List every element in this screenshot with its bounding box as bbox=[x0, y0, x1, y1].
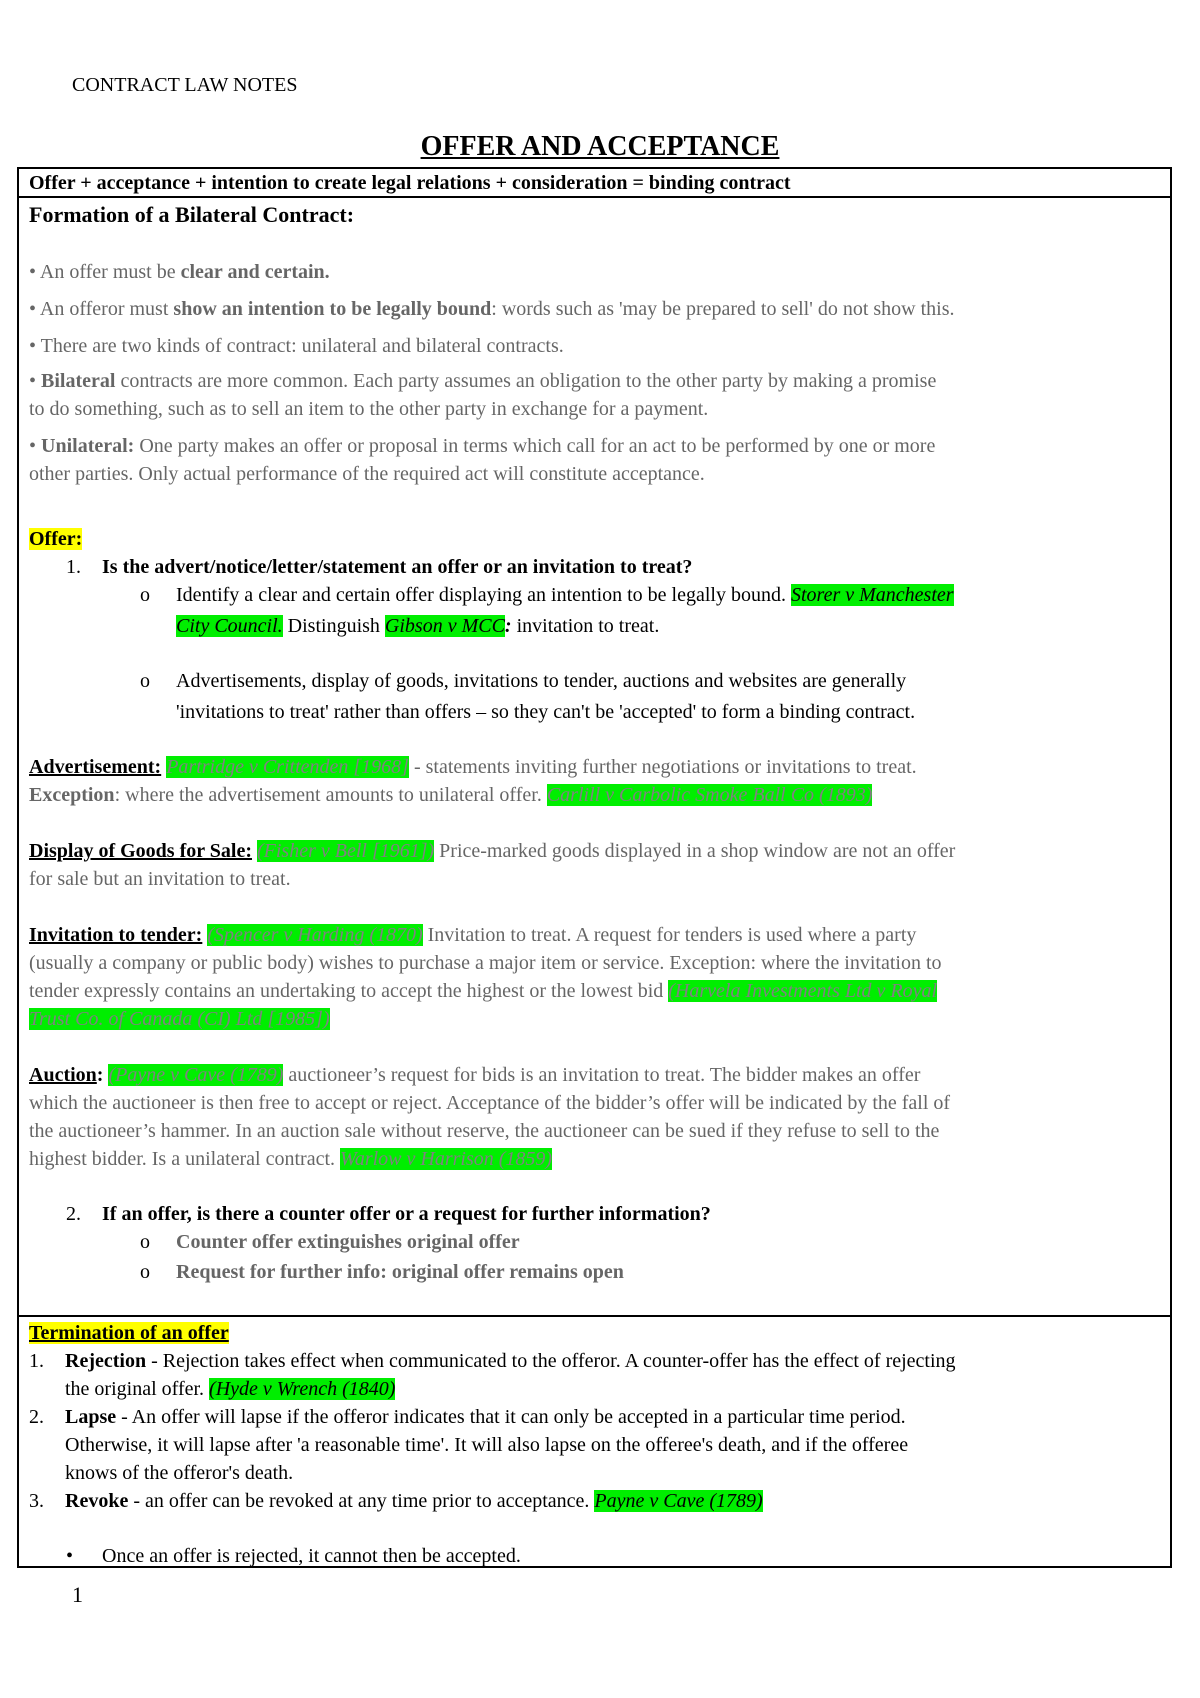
offer-sub-1-cont: City Council. Distinguish Gibson v MCC: invitation to treat. bbox=[176, 615, 660, 637]
offer-sub-2-cont: 'invitations to treat' rather than offers – so they can't be 'accepted' to form a binding contract. bbox=[176, 701, 916, 723]
formation-bullet-4: • Bilateral contracts are more common. Each party assumes an obligation to the other party by making a promise bbox=[29, 370, 937, 392]
auction-cont: the auctioneer’s hammer. In an auction sale without reserve, the auctioneer can be sued if they refuse to sell to the bbox=[29, 1120, 940, 1142]
q2-sub-1: o Counter offer extinguishes original offer bbox=[140, 1231, 520, 1253]
table-row-divider bbox=[17, 196, 1172, 198]
invitation-to-tender-case: Trust Co. of Canada (CI) Ltd [1985]) bbox=[29, 1008, 330, 1030]
formation-bullet-4-cont: to do something, such as to sell an item to the other party in exchange for a payment. bbox=[29, 398, 709, 420]
table-row-divider bbox=[17, 1315, 1172, 1317]
auction-cont: which the auctioneer is then free to accept or reject. Acceptance of the bidder’s offer will be indicated by the fall of bbox=[29, 1092, 951, 1114]
termination-item-lapse-cont: Otherwise, it will lapse after 'a reasonable time'. It will also lapse on the offeree's death, and if the offeree bbox=[65, 1434, 909, 1456]
formation-bullet-2: • An offeror must show an intention to be legally bound: words such as 'may be prepared to sell' do not show this. bbox=[29, 298, 955, 320]
invitation-to-tender-cont: (usually a company or public body) wishes to purchase a major item or service. Exception: where the invitation to bbox=[29, 952, 942, 974]
advertisement-exception: Exception: where the advertisement amounts to unilateral offer. Carlill v Carbolic Smoke Ball Co (1893) bbox=[29, 784, 873, 806]
display-of-goods-line: Display of Goods for Sale: (Fisher v Bell [1961]) Price-marked goods displayed in a shop window are not an offer bbox=[29, 840, 956, 862]
termination-item-rejection-cont: the original offer. (Hyde v Wrench (1840) bbox=[65, 1378, 396, 1400]
termination-item-lapse-cont: knows of the offeror's death. bbox=[65, 1462, 294, 1484]
contract-equation: Offer + acceptance + intention to create legal relations + consideration = binding contract bbox=[29, 172, 791, 194]
offer-sub-1: o Identify a clear and certain offer displaying an intention to be legally bound. Storer v Manchester bbox=[140, 584, 954, 606]
page-number: 1 bbox=[72, 1582, 83, 1607]
auction-line: Auction: (Payne v Cave (1789) auctioneer’s request for bids is an invitation to treat. The bidder makes an offer bbox=[29, 1064, 921, 1086]
termination-item-rejection: 1. Rejection - Rejection takes effect when communicated to the offeror. A counter-offer has the effect of rejecting bbox=[29, 1350, 956, 1372]
invitation-to-tender-line: Invitation to tender: (Spencer v Harding (1870) Invitation to treat. A request for tenders is used where a party bbox=[29, 924, 917, 946]
termination-heading: Termination of an offer bbox=[29, 1322, 229, 1344]
termination-item-lapse: 2. Lapse - An offer will lapse if the offeror indicates that it can only be accepted in a particular time period. bbox=[29, 1406, 906, 1428]
offer-sub-2: o Advertisements, display of goods, invitations to tender, auctions and websites are generally bbox=[140, 670, 907, 692]
advertisement-line: Advertisement: Partridge v Crittenden [1968] - statements inviting further negotiations or invitations to treat. bbox=[29, 756, 917, 778]
q2-sub-2: o Request for further info: original offer remains open bbox=[140, 1261, 624, 1283]
formation-bullet-3: • There are two kinds of contract: unilateral and bilateral contracts. bbox=[29, 335, 564, 357]
termination-item-revoke: 3. Revoke - an offer can be revoked at any time prior to acceptance. Payne v Cave (1789) bbox=[29, 1490, 763, 1512]
document-header: CONTRACT LAW NOTES bbox=[72, 74, 298, 96]
formation-heading: Formation of a Bilateral Contract: bbox=[29, 202, 355, 227]
offer-label: Offer: bbox=[29, 528, 83, 550]
page-title: OFFER AND ACCEPTANCE bbox=[420, 131, 780, 162]
display-of-goods-cont: for sale but an invitation to treat. bbox=[29, 868, 291, 890]
offer-question-1: 1. Is the advert/notice/letter/statement an offer or an invitation to treat? bbox=[66, 556, 693, 578]
invitation-to-tender-cont: tender expressly contains an undertaking to accept the highest or the lowest bid (Harvela Investments Ltd v Royal bbox=[29, 980, 938, 1002]
formation-bullet-5-cont: other parties. Only actual performance of the required act will constitute acceptance. bbox=[29, 463, 705, 485]
formation-bullet-5: • Unilateral: One party makes an offer or proposal in terms which call for an act to be performed by one or more bbox=[29, 435, 936, 457]
offer-question-2: 2. If an offer, is there a counter offer or a request for further information? bbox=[66, 1203, 711, 1225]
formation-bullet-1: • An offer must be clear and certain. bbox=[29, 261, 330, 283]
auction-cont: highest bidder. Is a unilateral contract. Warlow v Harrison (1859) bbox=[29, 1148, 553, 1170]
termination-bullet: • Once an offer is rejected, it cannot then be accepted. bbox=[66, 1545, 521, 1567]
